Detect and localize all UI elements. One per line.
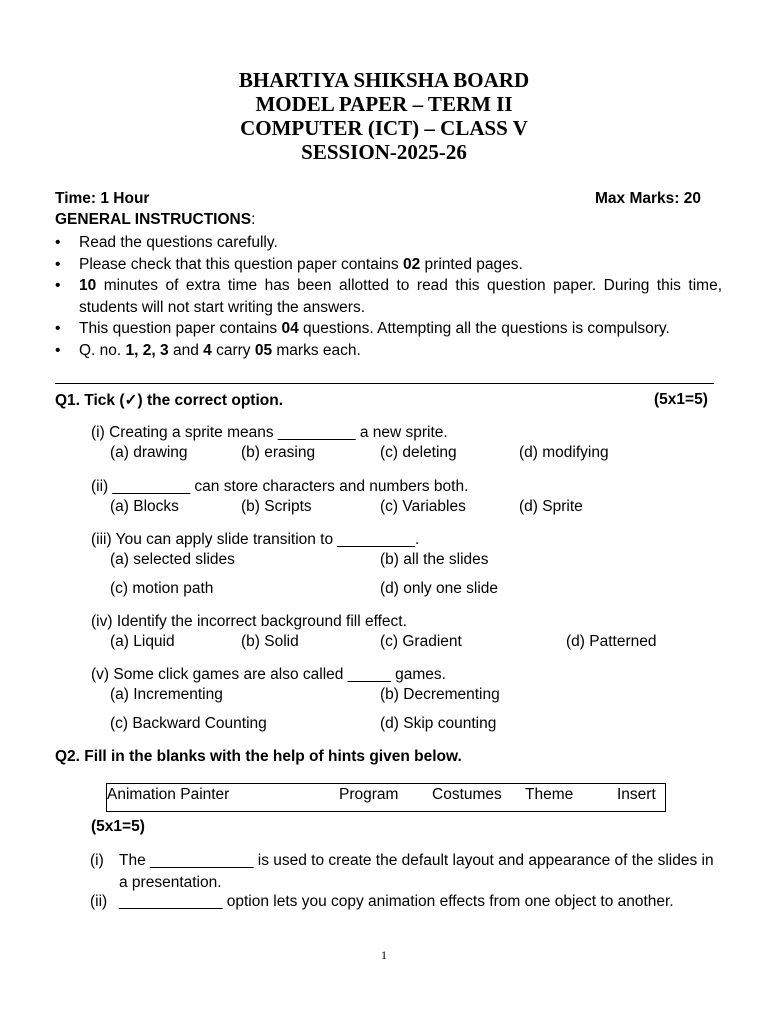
section-divider (55, 383, 714, 384)
instruction-bold: 1 (125, 341, 135, 359)
instruction-text: marks each. (272, 341, 361, 359)
instruction-bold: 2 (142, 341, 152, 359)
item-text: ____________ option lets you copy animation effects from one object to another. (119, 893, 674, 910)
item-number: (ii) (90, 893, 108, 910)
q1-title: Q1. Tick (✓) the correct option. (55, 392, 284, 409)
option-d: (d) only one slide (380, 580, 499, 597)
session-line: SESSION-2025-26 (301, 140, 467, 164)
instruction-bold: , (151, 341, 161, 359)
instruction-bold: 4 (203, 341, 212, 359)
instruction-bold: 3 (160, 341, 169, 359)
hint-word: Insert (617, 786, 656, 803)
option-a: (a) drawing (110, 444, 188, 461)
page-number: 1 (381, 948, 387, 962)
option-a: (a) Incrementing (110, 686, 223, 703)
instruction-text: questions. Attempting all the questions is compulsory. (298, 320, 670, 337)
hint-word: Program (339, 786, 399, 803)
question-text: (i) Creating a sprite means _________ a new sprite. (91, 424, 448, 441)
q1-marks: (5x1=5) (654, 391, 708, 408)
hint-word: Theme (525, 786, 574, 803)
instruction-text: and (168, 341, 204, 359)
instructions-list (55, 232, 722, 361)
instructions-title: GENERAL INSTRUCTIONS (55, 211, 252, 228)
option-b: (b) all the slides (380, 551, 489, 568)
option-d: (d) Patterned (566, 633, 657, 650)
q2-marks: (5x1=5) (91, 818, 145, 835)
list-item (55, 318, 722, 340)
list-item (55, 232, 722, 254)
option-b: (b) Scripts (241, 498, 312, 515)
option-d: (d) Skip counting (380, 715, 497, 732)
instruction-bold: , (134, 341, 143, 359)
list-item (55, 275, 722, 318)
option-c: (c) Backward Counting (110, 715, 267, 732)
option-c: (c) Variables (380, 498, 466, 515)
instruction-text: Read the questions carefully. (79, 234, 278, 251)
option-b: (b) erasing (241, 444, 316, 461)
max-marks-label: Max Marks: 20 (595, 190, 701, 207)
instructions-colon: : (251, 211, 256, 228)
option-b: (b) Solid (241, 633, 299, 650)
instruction-text: Please check that this question paper contains (79, 255, 403, 273)
item-text: The ____________ is used to create the default layout and appearance of the slides in a presentation. (119, 852, 714, 891)
question-text: (iv) Identify the incorrect background fill effect. (91, 613, 407, 630)
subject-line: COMPUTER (ICT) – CLASS V (240, 116, 528, 140)
instruction-bold: 05 (254, 341, 273, 359)
option-a: (a) selected slides (110, 551, 235, 568)
instruction-bold: 04 (281, 320, 299, 337)
instruction-text: minutes of extra time has been allotted to read this question paper. During this time, students will not start writing the answers. (79, 277, 722, 316)
hint-word: Animation Painter (107, 786, 230, 803)
instruction-bold: 02 (402, 255, 421, 273)
list-item (55, 340, 722, 362)
board-name: BHARTIYA SHIKSHA BOARD (238, 68, 530, 92)
option-c: (c) deleting (380, 444, 457, 461)
instruction-text: carry (211, 341, 255, 359)
paper-header (0, 68, 768, 164)
instruction-text: This question paper contains (79, 320, 282, 337)
time-label: Time: 1 Hour (55, 190, 150, 207)
option-d: (d) modifying (519, 444, 609, 461)
option-a: (a) Liquid (110, 633, 175, 650)
instructions-heading (55, 211, 255, 229)
question-text: (v) Some click games are also called _____ games. (91, 666, 446, 683)
instruction-text: Q. no. (79, 341, 126, 359)
question-text: (iii) You can apply slide transition to _________. (91, 531, 420, 548)
paper-name: MODEL PAPER – TERM II (255, 92, 513, 116)
option-d: (d) Sprite (519, 498, 583, 515)
instruction-text: printed pages. (420, 255, 523, 273)
option-c: (c) motion path (110, 580, 214, 597)
instruction-bold: 10 (79, 277, 97, 294)
option-b: (b) Decrementing (380, 686, 500, 703)
list-item (55, 254, 722, 276)
item-number: (i) (90, 852, 104, 869)
hint-box (106, 783, 666, 812)
q2-title: Q2. Fill in the blanks with the help of hints given below. (55, 748, 462, 765)
option-a: (a) Blocks (110, 498, 179, 515)
hint-word: Costumes (432, 786, 502, 803)
question-text: (ii) _________ can store characters and numbers both. (91, 478, 469, 495)
option-c: (c) Gradient (380, 633, 462, 650)
